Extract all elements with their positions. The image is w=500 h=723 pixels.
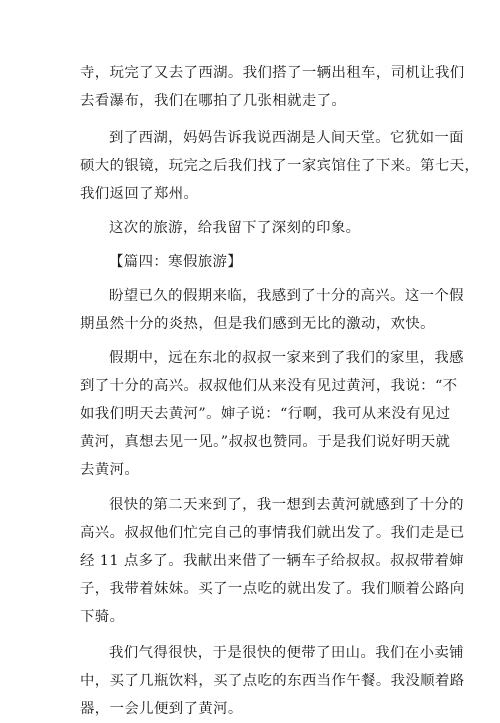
document-body [0,59,500,723]
text-line: 这次的旅游，给我留下了深刻的印象。 [109,220,361,236]
text-line: 高兴。叔叔他们忙完自己的事情我们就出发了。我们走是已 [80,525,465,541]
text-line: 我们返回了郑州。 [80,186,199,202]
text-line: 【篇四：寒假旅游】 [109,254,243,270]
section-heading [80,248,422,276]
paragraph [80,124,480,208]
text-line: 器，一会儿便到了黄河。 [80,701,243,717]
paragraph [80,59,465,115]
paragraph [80,344,464,484]
text-line: 寺，玩完了又去了西湖。我们搭了一辆出租车，司机让我们 [80,65,465,81]
text-line: 如我们明天去黄河”。婶子说：“行啊，我可从来没有见过 [80,406,451,422]
text-line: 到了西湖，妈妈告诉我说西湖是人间天堂。它犹如一面 [109,130,464,146]
text-line: 到了十分的高兴。叔叔他们从来没有见过黄河，我说：“不 [80,378,458,394]
paragraph [80,491,465,631]
text-line: 去看瀑布，我们在哪拍了几张相就走了。 [80,93,347,109]
text-line: 盼望已久的假期来临，我感到了十分的高兴。这一个假 [109,288,464,304]
text-line: 经 11 点多了。我献出来借了一辆车子给叔叔。叔叔带着婶 [80,553,465,569]
paragraph [80,639,465,723]
text-line: 中，买了几瓶饮料，买了点吃的东西当作午餐。我没顺着路 [80,673,465,689]
text-line: 下骑。 [80,609,125,625]
paragraph [80,282,464,338]
text-line: 硕大的银镜，玩完之后我们找了一家宾馆住了下来。第七天， [80,158,480,174]
text-line: 我们气得很快，于是很快的便带了田山。我们在小卖铺 [109,645,464,661]
text-line: 子，我带着妹妹。买了一点吃的就出发了。我们顺着公路向 [80,581,465,597]
paragraph [80,214,422,242]
text-line: 去黄河。 [80,462,140,478]
text-line: 黄河，真想去见一见。”叔叔也赞同。于是我们说好明天就 [80,434,451,450]
text-line: 期虽然十分的炎热，但是我们感到无比的激动，欢快。 [80,316,435,332]
text-line: 很快的第二天来到了，我一想到去黄河就感到了十分的 [109,497,464,513]
text-line: 假期中，远在东北的叔叔一家来到了我们的家里，我感 [109,350,464,366]
